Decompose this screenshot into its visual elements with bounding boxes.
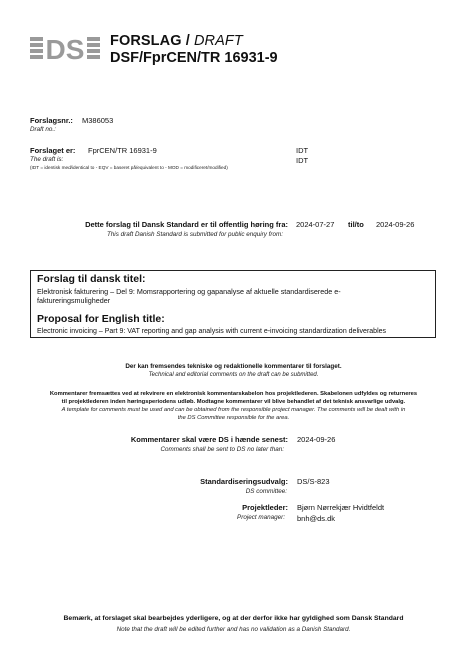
- english-title-heading: Proposal for English title:: [37, 313, 165, 325]
- equivalence-2: IDT: [296, 156, 309, 165]
- draft-heading: [110, 33, 243, 49]
- comments-info-line-2b: til projektlederen inden høringsperiodens udløb. Modtagne kommentarer vil blive behandlet af det teknisk ansvarlige udvalg.: [61, 399, 406, 405]
- consultation-to-date: 2024-09-26: [376, 220, 415, 229]
- danish-title-line-2: faktureringsmuligheder: [37, 296, 111, 305]
- comments-info-line-1-en: Technical and editorial comments on the draft can be submitted.: [148, 372, 319, 378]
- draft-heading-italic: DRAFT: [193, 33, 243, 49]
- danish-title-heading: Forslag til dansk titel:: [37, 273, 146, 285]
- comments-info-line-1: Der kan fremsendes tekniske og redaktionelle kommentarer til forslaget.: [125, 363, 342, 370]
- consultation-text-en: This draft Danish Standard is submitted for public enquiry from:: [106, 231, 283, 238]
- draft-is-label-en: The draft is:: [30, 156, 64, 163]
- to-label: til/to: [348, 220, 364, 229]
- project-manager-label-en: Project manager:: [237, 514, 285, 521]
- footer-note: Bemærk, at forslaget skal bearbejdes yderligere, og at der derfor ikke har gyldighed som Dansk Standard: [63, 615, 404, 622]
- reference-standard: FprCEN/TR 16931-9: [88, 146, 157, 155]
- logo-text: DS: [45, 34, 85, 63]
- committee-value: DS/S-823: [297, 477, 330, 486]
- deadline-label: Kommentarer skal være DS i hænde senest:: [130, 435, 288, 444]
- title-box: [30, 270, 436, 338]
- proposal-number-label-en: Draft no.:: [30, 126, 56, 133]
- committee-label-en: DS committee:: [245, 488, 287, 495]
- footer-note-en: Note that the draft will be edited further and has no validation as a Danish Standard.: [116, 626, 351, 633]
- proposal-number-value: M386053: [82, 116, 114, 125]
- comments-info-line-2d: the DS Committee responsible for the area.: [177, 415, 290, 421]
- draft-is-label: Forslaget er:: [30, 146, 76, 155]
- committee-label: Standardiseringsudvalg:: [200, 477, 288, 486]
- consultation-from-date: 2024-07-27: [296, 220, 335, 229]
- project-manager-email[interactable]: bnh@ds.dk: [297, 514, 336, 523]
- danish-title-line-1: Elektronisk fakturering – Del 9: Momsrapportering og gapanalyse af aktuelle standardiserede e-: [37, 287, 341, 296]
- project-manager-label: Projektleder:: [242, 503, 288, 512]
- comments-info-line-2a: Kommentarer fremsættes ved at rekvirere en elektronisk kommentarskabelon hos projektlederen. Skabelonen udfyldes og returneres: [49, 391, 418, 397]
- deadline-value: 2024-09-26: [297, 435, 336, 444]
- deadline-label-en: Comments shall be sent to DS no later than:: [160, 446, 284, 453]
- equivalence-1: IDT: [296, 146, 309, 155]
- english-title-text: Electronic invoicing – Part 9: VAT reporting and gap analysis with current e-invoicing standardization deliverables: [37, 328, 387, 335]
- equivalence-legend: (IDT = identisk med/identical to - EQV = baseret på/equivalent to - MOD = modificeret/modified): [30, 165, 228, 170]
- comments-info-line-2c: A template for comments must be used and can be obtained from the responsible project manager. The comments will be dealt with in: [61, 407, 406, 413]
- draft-heading-bold: FORSLAG /: [110, 33, 194, 49]
- consultation-text: Dette forslag til Dansk Standard er til offentlig høring fra:: [85, 220, 288, 229]
- project-manager-name: Bjørn Nørrekjær Hvidtfeldt: [297, 503, 385, 512]
- document-id: DSF/FprCEN/TR 16931-9: [110, 50, 278, 66]
- ds-logo: [30, 33, 102, 63]
- proposal-number-label: Forslagsnr.:: [30, 116, 73, 125]
